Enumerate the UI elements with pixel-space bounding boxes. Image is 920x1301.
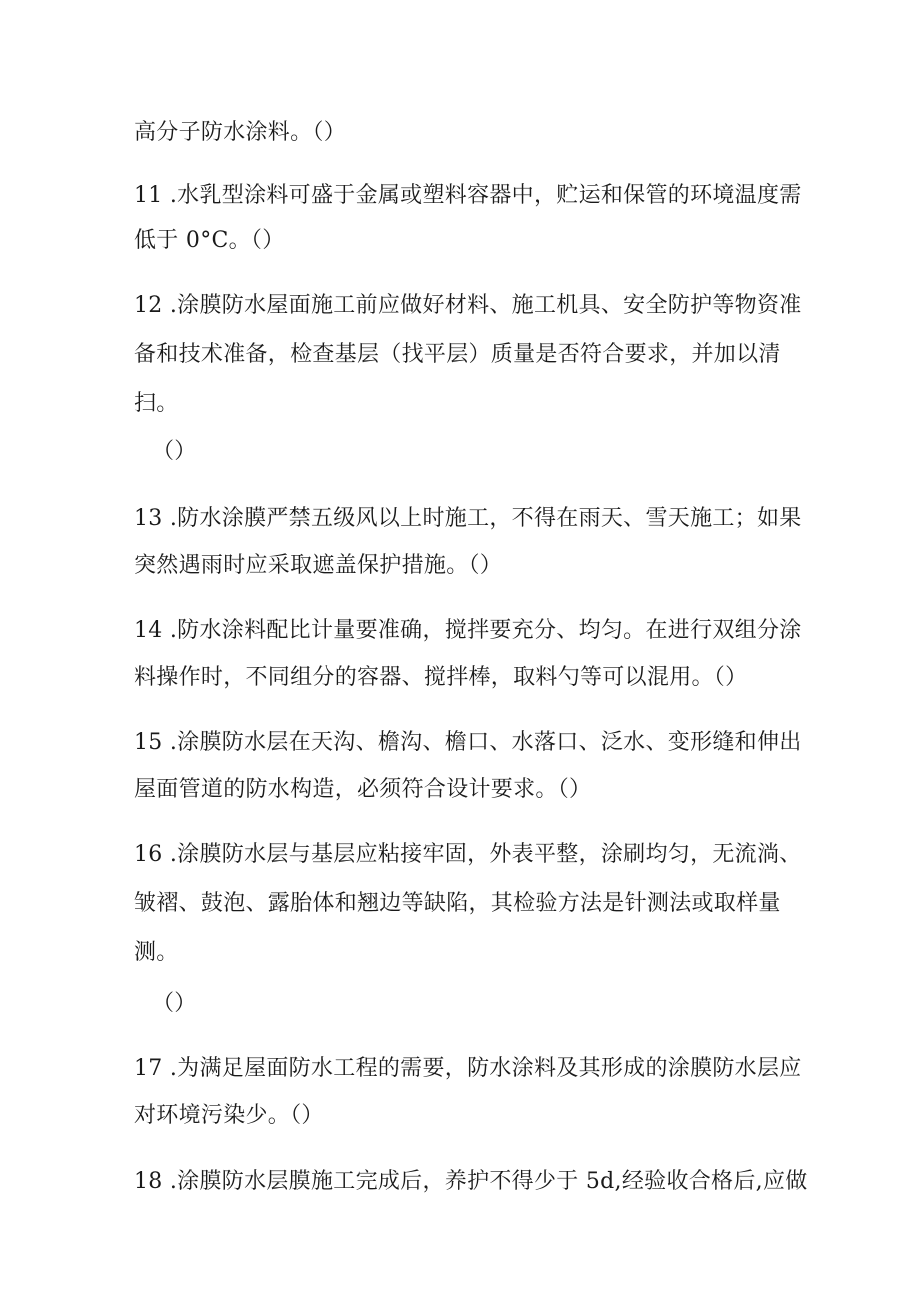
question-12-answer-paren: （） [152,439,197,464]
question-17-line-2: 对环境污染少。（） [134,1103,324,1128]
question-14-line-2: 料操作时，不同组分的容器、搅拌棒，取料勺等可以混用。（） [134,665,748,690]
question-15-line-2: 屋面管道的防水构造，必须符合设计要求。（） [134,777,592,802]
question-13-line-2: 突然遇雨时应采取遮盖保护措施。（） [134,553,503,578]
question-14-line-1: 14 .防水涂料配比计量要准确，搅拌要充分、均匀。在进行双组分涂 [134,618,802,643]
question-13-line-1: 13 .防水涂膜严禁五级风以上时施工，不得在雨天、雪天施工；如果 [134,506,802,531]
question-12-line-1: 12 .涂膜防水屋面施工前应做好材料、施工机具、安全防护等物资准 [134,293,802,318]
question-17-line-1: 17 .为满足屋面防水工程的需要，防水涂料及其形成的涂膜防水层应 [134,1056,802,1081]
question-18-line-1: 18 .涂膜防水层膜施工完成后，养护不得少于 5d,经验收合格后,应做 [134,1169,808,1194]
question-16-line-2: 皱褶、鼓泡、露胎体和翘边等缺陷，其检验方法是针测法或取样量 [134,891,781,916]
question-15-line-1: 15 .涂膜防水层在天沟、檐沟、檐口、水落口、泛水、变形缝和伸出 [134,730,802,755]
question-11-line-1: 11 .水乳型涂料可盛于金属或塑料容器中，贮运和保管的环境温度需 [134,183,802,208]
question-16-answer-paren: （） [152,991,197,1016]
question-11-line-2: 低于 0°C。（） [134,228,285,253]
question-16-line-3: 测。 [134,940,179,965]
question-16-line-1: 16 .涂膜防水层与基层应粘接牢固，外表平整，涂刷均匀，无流淌、 [134,842,802,867]
question-12-line-2: 备和技术准备，检查基层（找平层）质量是否符合要求，并加以清 [134,342,781,367]
question-12-line-3: 扫。 [134,391,179,416]
item-line: 高分子防水涂料。（） [134,120,347,145]
